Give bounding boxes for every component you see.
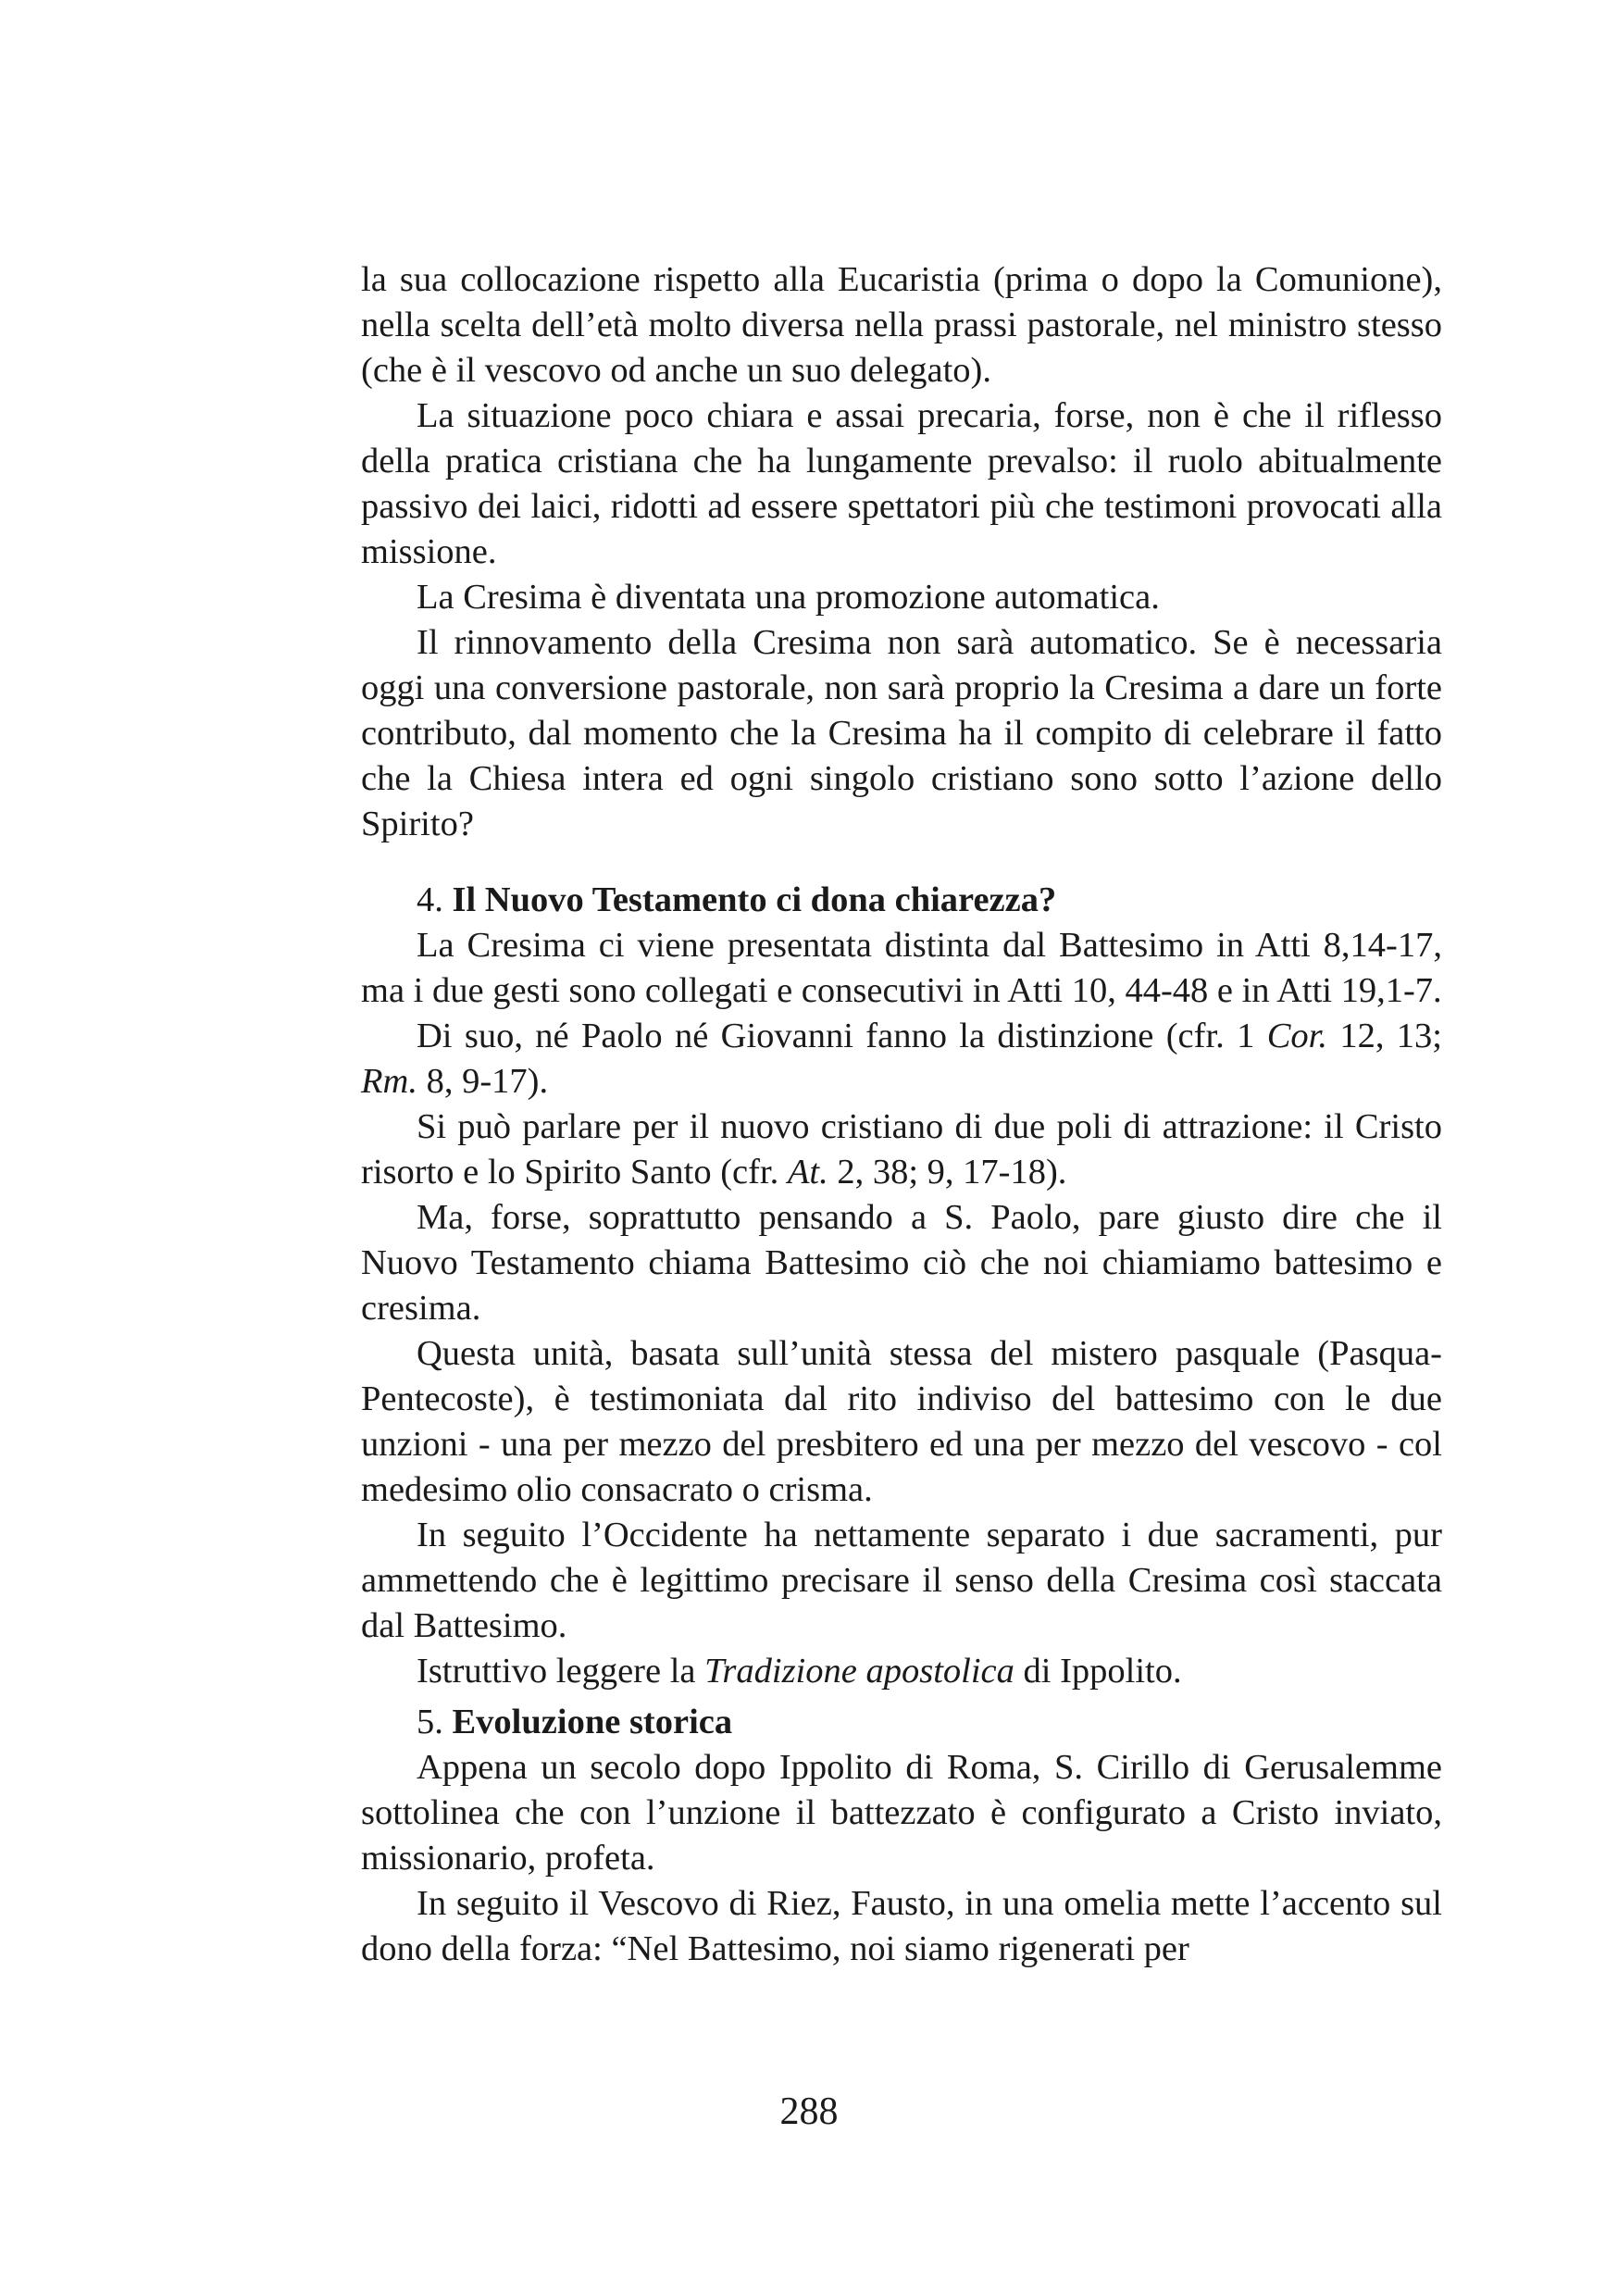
section-number: 5. (417, 1703, 443, 1741)
section-heading (361, 1700, 1442, 1745)
paragraph: In seguito il Vescovo di Riez, Fausto, in una omelia mette l’accento sul dono della forza: “Nel Battesimo, noi siamo rigenerati per (361, 1884, 1442, 1968)
paragraph: Il rinnovamento della Cresima non sarà automatico. Se è necessaria oggi una conversione pastorale, non sarà proprio la Cresima a dare un forte contributo, dal momento che la Cresima ha il compito di celebrare il fatto che la Chiesa intera ed ogni singolo cristiano sono sotto l’azione dello Spirito? (361, 623, 1442, 843)
text-span: di Ippolito. (1014, 1652, 1182, 1691)
paragraph: la sua collocazione rispetto alla Eucaristia (prima o dopo la Comunione), nella scelta dell’età molto diversa nella prassi pastorale, nel ministro stesso (che è il vescovo od anche un suo delegato). (361, 260, 1442, 390)
citation-italic: At. (787, 1153, 828, 1192)
citation-italic: Cor. (1266, 1017, 1327, 1055)
book-title-italic: Tradizione apostolica (704, 1652, 1014, 1691)
section-title: Evoluzione storica (452, 1703, 733, 1741)
section-title: Il Nuovo Testamento ci dona chiarezza? (452, 880, 1057, 919)
paragraph (361, 1014, 1442, 1104)
citation-italic: Rm. (361, 1062, 417, 1101)
page-number: 288 (779, 2090, 839, 2133)
paragraph: Questa unità, basata sull’unità stessa del mistero pasquale (Pasqua-Pentecoste), è testimoniata dal rito indiviso del battesimo con le due unzioni - una per mezzo del presbitero ed una per mezzo del vescovo - col medesimo olio consacrato o crisma. (361, 1334, 1442, 1509)
text-span: 2, 38; 9, 17-18). (828, 1153, 1067, 1192)
text-span: 12, 13; (1326, 1017, 1442, 1055)
section-number: 4. (417, 880, 443, 919)
paragraph: In seguito l’Occidente ha nettamente separato i due sacramenti, pur ammettendo che è legittimo precisare il senso della Cresima così staccata dal Battesimo. (361, 1516, 1442, 1645)
opening-paragraphs (361, 257, 1442, 847)
section-4 (361, 878, 1442, 1694)
section-heading (361, 878, 1442, 923)
paragraph (361, 1649, 1442, 1694)
paragraph: La Cresima ci viene presentata distinta dal Battesimo in Atti 8,14-17, ma i due gesti sono collegati e consecutivi in Atti 10, 44-48 e in Atti 19,1-7. (361, 926, 1442, 1010)
section-5 (361, 1700, 1442, 1972)
text-span: Istruttivo leggere la (417, 1652, 705, 1691)
paragraph: La situazione poco chiara e assai precaria, forse, non è che il riflesso della pratica cristiana che ha lungamente prevalso: il ruolo abitualmente passivo dei laici, ridotti ad essere spettatori più che testimoni provocati alla missione. (361, 396, 1442, 571)
paragraph (361, 1104, 1442, 1195)
paragraph: La Cresima è diventata una promozione automatica. (417, 578, 1160, 617)
text-span: 8, 9-17). (417, 1062, 549, 1101)
text-span: Si può parlare per il nuovo cristiano di due poli di attrazione: il Cristo risorto e lo Spirito Santo (cfr. (361, 1107, 1442, 1192)
paragraph: Ma, forse, soprattutto pensando a S. Paolo, pare giusto dire che il Nuovo Testamento chiama Battesimo ciò che noi chiamiamo battesimo e cresima. (361, 1198, 1442, 1328)
text-span: Di suo, né Paolo né Giovanni fanno la distinzione (cfr. 1 (417, 1017, 1267, 1055)
paragraph: Appena un secolo dopo Ippolito di Roma, S. Cirillo di Gerusalemme sottolinea che con l’unzione il battezzato è configurato a Cristo inviato, missionario, profeta. (361, 1748, 1442, 1878)
